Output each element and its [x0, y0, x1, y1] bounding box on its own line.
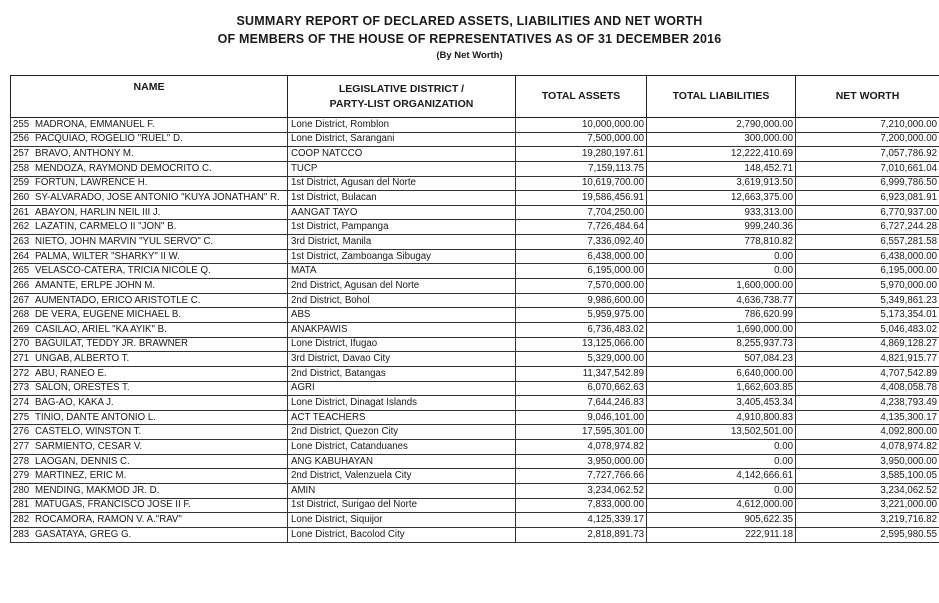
member-cell	[11, 527, 288, 542]
district-cell: COOP NATCCO	[288, 147, 516, 162]
district-cell: Lone District, Dinagat Islands	[288, 396, 516, 411]
total-liabilities-cell: 999,240.36	[647, 220, 796, 235]
table-row	[11, 235, 939, 250]
member-cell	[11, 132, 288, 147]
member-cell	[11, 513, 288, 528]
rank-number: 272	[13, 367, 30, 379]
district-cell: AMIN	[288, 484, 516, 499]
rank-number: 267	[13, 294, 30, 306]
member-name: BAG-AO, KAKA J.	[35, 396, 114, 408]
member-name: CASTELO, WINSTON T.	[35, 426, 142, 438]
district-cell: 1st District, Surigao del Norte	[288, 498, 516, 513]
net-worth-cell: 3,219,716.82	[796, 513, 939, 528]
total-assets-cell: 2,818,891.73	[516, 527, 647, 542]
district-cell: TUCP	[288, 161, 516, 176]
total-liabilities-cell: 3,405,453.34	[647, 396, 796, 411]
net-worth-cell: 2,595,980.55	[796, 527, 939, 542]
table-row	[11, 161, 939, 176]
member-name: ABAYON, HARLIN NEIL III J.	[35, 206, 161, 218]
column-header-name: NAME	[11, 76, 288, 118]
total-assets-cell: 5,329,000.00	[516, 352, 647, 367]
member-cell	[11, 396, 288, 411]
total-assets-cell: 11,347,542.89	[516, 366, 647, 381]
member-cell	[11, 205, 288, 220]
district-cell: 3rd District, Manila	[288, 235, 516, 250]
district-cell: ACT TEACHERS	[288, 410, 516, 425]
total-assets-cell: 6,736,483.02	[516, 322, 647, 337]
net-worth-cell: 4,135,300.17	[796, 410, 939, 425]
member-cell	[11, 220, 288, 235]
total-liabilities-cell: 507,084.23	[647, 352, 796, 367]
member-name: MARTINEZ, ERIC M.	[35, 470, 127, 482]
district-cell: 2nd District, Agusan del Norte	[288, 279, 516, 294]
total-liabilities-cell: 2,790,000.00	[647, 118, 796, 133]
member-name: FORTUN, LAWRENCE H.	[35, 177, 148, 189]
rank-number: 268	[13, 309, 30, 321]
district-cell: 2nd District, Quezon City	[288, 425, 516, 440]
table-row	[11, 118, 939, 133]
net-worth-cell: 5,173,354.01	[796, 308, 939, 323]
member-name: AMANTE, ERLPE JOHN M.	[35, 279, 156, 291]
total-assets-cell: 7,727,766.66	[516, 469, 647, 484]
table-row	[11, 440, 939, 455]
total-liabilities-cell: 148,452.71	[647, 161, 796, 176]
rank-number: 273	[13, 382, 30, 394]
district-cell: Lone District, Catanduanes	[288, 440, 516, 455]
member-name: MATUGAS, FRANCISCO JOSE II F.	[35, 499, 191, 511]
member-name: MENDING, MAKMOD JR. D.	[35, 484, 160, 496]
district-cell: Lone District, Bacolod City	[288, 527, 516, 542]
total-liabilities-cell: 3,619,913.50	[647, 176, 796, 191]
rank-number: 283	[13, 528, 30, 540]
member-cell	[11, 469, 288, 484]
total-liabilities-cell: 6,640,000.00	[647, 366, 796, 381]
net-worth-cell: 5,970,000.00	[796, 279, 939, 294]
total-assets-cell: 7,704,250.00	[516, 205, 647, 220]
member-name: LAOGAN, DENNIS C.	[35, 455, 130, 467]
total-assets-cell: 7,500,000.00	[516, 132, 647, 147]
table-row	[11, 454, 939, 469]
table-row	[11, 381, 939, 396]
report-title-line-1: SUMMARY REPORT OF DECLARED ASSETS, LIABILITIES AND NET WORTH	[236, 14, 703, 28]
table-row	[11, 366, 939, 381]
total-assets-cell: 4,078,974.82	[516, 440, 647, 455]
total-liabilities-cell: 12,663,375.00	[647, 191, 796, 206]
total-liabilities-cell: 4,142,666.61	[647, 469, 796, 484]
member-cell	[11, 381, 288, 396]
total-assets-cell: 7,159,113.75	[516, 161, 647, 176]
total-liabilities-cell: 1,600,000.00	[647, 279, 796, 294]
district-cell: 2nd District, Bohol	[288, 293, 516, 308]
district-cell: ABS	[288, 308, 516, 323]
net-worth-cell: 4,408,058.78	[796, 381, 939, 396]
member-cell	[11, 308, 288, 323]
table-row	[11, 410, 939, 425]
member-cell	[11, 425, 288, 440]
net-worth-cell: 4,821,915.77	[796, 352, 939, 367]
member-cell	[11, 498, 288, 513]
total-assets-cell: 19,586,456.91	[516, 191, 647, 206]
total-assets-cell: 5,959,975.00	[516, 308, 647, 323]
net-worth-cell: 3,221,000.00	[796, 498, 939, 513]
net-worth-cell: 6,770,937.00	[796, 205, 939, 220]
net-worth-cell: 4,707,542.89	[796, 366, 939, 381]
column-header-district	[288, 76, 516, 118]
table-row	[11, 264, 939, 279]
total-assets-cell: 17,595,301.00	[516, 425, 647, 440]
member-name: NIETO, JOHN MARVIN "YUL SERVO" C.	[35, 235, 214, 247]
total-liabilities-cell: 1,690,000.00	[647, 322, 796, 337]
column-header-net-worth: NET WORTH	[796, 76, 939, 118]
net-worth-table	[10, 75, 939, 543]
member-name: CASILAO, ARIEL "KA AYIK" B.	[35, 323, 167, 335]
rank-number: 256	[13, 133, 30, 145]
member-name: PALMA, WILTER "SHARKY" II W.	[35, 250, 180, 262]
net-worth-cell: 3,585,100.05	[796, 469, 939, 484]
table-row	[11, 425, 939, 440]
district-cell: AGRI	[288, 381, 516, 396]
total-assets-cell: 6,070,662.63	[516, 381, 647, 396]
member-name: MENDOZA, RAYMOND DEMOCRITO C.	[35, 162, 212, 174]
rank-number: 259	[13, 177, 30, 189]
total-assets-cell: 7,833,000.00	[516, 498, 647, 513]
total-assets-cell: 3,234,062.52	[516, 484, 647, 499]
rank-number: 255	[13, 118, 30, 130]
member-name: LAZATIN, CARMELO II "JON" B.	[35, 221, 177, 233]
table-row	[11, 484, 939, 499]
table-header-row	[11, 76, 939, 118]
total-assets-cell: 7,336,092.40	[516, 235, 647, 250]
member-name: VELASCO-CATERA, TRICIA NICOLE Q.	[35, 265, 211, 277]
net-worth-cell: 4,238,793.49	[796, 396, 939, 411]
net-worth-cell: 4,869,128.27	[796, 337, 939, 352]
table-row	[11, 337, 939, 352]
member-cell	[11, 440, 288, 455]
member-name: SY-ALVARADO, JOSE ANTONIO "KUYA JONATHAN" R.	[35, 192, 280, 204]
total-assets-cell: 6,195,000.00	[516, 264, 647, 279]
member-cell	[11, 454, 288, 469]
rank-number: 265	[13, 265, 30, 277]
table-row	[11, 220, 939, 235]
net-worth-cell: 5,349,861.23	[796, 293, 939, 308]
district-cell: Lone District, Siquijor	[288, 513, 516, 528]
total-liabilities-cell: 12,222,410.69	[647, 147, 796, 162]
table-body	[11, 118, 939, 543]
rank-number: 276	[13, 426, 30, 438]
total-liabilities-cell: 0.00	[647, 440, 796, 455]
district-cell: 1st District, Pampanga	[288, 220, 516, 235]
table-row	[11, 279, 939, 294]
rank-number: 269	[13, 323, 30, 335]
member-name: ABU, RANEO E.	[35, 367, 107, 379]
net-worth-cell: 6,999,786.50	[796, 176, 939, 191]
net-worth-cell: 3,950,000.00	[796, 454, 939, 469]
district-cell: 1st District, Agusan del Norte	[288, 176, 516, 191]
district-cell: 2nd District, Batangas	[288, 366, 516, 381]
rank-number: 258	[13, 162, 30, 174]
total-liabilities-cell: 0.00	[647, 264, 796, 279]
net-worth-cell: 7,057,786.92	[796, 147, 939, 162]
rank-number: 270	[13, 338, 30, 350]
rank-number: 275	[13, 411, 30, 423]
rank-number: 280	[13, 484, 30, 496]
member-cell	[11, 293, 288, 308]
member-cell	[11, 176, 288, 191]
member-cell	[11, 235, 288, 250]
net-worth-cell: 5,046,483.02	[796, 322, 939, 337]
total-liabilities-cell: 778,810.82	[647, 235, 796, 250]
net-worth-cell: 7,200,000.00	[796, 132, 939, 147]
total-liabilities-cell: 8,255,937.73	[647, 337, 796, 352]
total-assets-cell: 9,986,600.00	[516, 293, 647, 308]
total-assets-cell: 10,000,000.00	[516, 118, 647, 133]
rank-number: 262	[13, 221, 30, 233]
total-liabilities-cell: 0.00	[647, 454, 796, 469]
total-liabilities-cell: 786,620.99	[647, 308, 796, 323]
member-name: PACQUIAO, ROGELIO "RUEL" D.	[35, 133, 183, 145]
total-assets-cell: 6,438,000.00	[516, 249, 647, 264]
total-liabilities-cell: 300,000.00	[647, 132, 796, 147]
total-liabilities-cell: 1,662,603.85	[647, 381, 796, 396]
total-assets-cell: 10,619,700.00	[516, 176, 647, 191]
member-cell	[11, 322, 288, 337]
member-name: AUMENTADO, ERICO ARISTOTLE C.	[35, 294, 201, 306]
column-header-district-line-2: PARTY-LIST ORGANIZATION	[329, 97, 474, 110]
net-worth-cell: 6,438,000.00	[796, 249, 939, 264]
table-row	[11, 249, 939, 264]
table-row	[11, 205, 939, 220]
total-assets-cell: 7,570,000.00	[516, 279, 647, 294]
table-row	[11, 322, 939, 337]
district-cell: ANG KABUHAYAN	[288, 454, 516, 469]
member-name: UNGAB, ALBERTO T.	[35, 353, 130, 365]
rank-number: 279	[13, 470, 30, 482]
rank-number: 264	[13, 250, 30, 262]
member-cell	[11, 337, 288, 352]
table-row	[11, 469, 939, 484]
total-assets-cell: 7,644,246.83	[516, 396, 647, 411]
member-cell	[11, 410, 288, 425]
rank-number: 271	[13, 353, 30, 365]
member-name: SARMIENTO, CESAR V.	[35, 440, 143, 452]
table-row	[11, 527, 939, 542]
total-liabilities-cell: 0.00	[647, 249, 796, 264]
column-header-total-liabilities: TOTAL LIABILITIES	[647, 76, 796, 118]
total-assets-cell: 4,125,339.17	[516, 513, 647, 528]
net-worth-cell: 6,727,244.28	[796, 220, 939, 235]
rank-number: 278	[13, 455, 30, 467]
table-row	[11, 147, 939, 162]
member-name: BAGUILAT, TEDDY JR. BRAWNER	[35, 338, 189, 350]
district-cell: Lone District, Ifugao	[288, 337, 516, 352]
net-worth-cell: 4,078,974.82	[796, 440, 939, 455]
rank-number: 266	[13, 279, 30, 291]
member-name: SALON, ORESTES T.	[35, 382, 130, 394]
rank-number: 277	[13, 440, 30, 452]
total-assets-cell: 13,125,066.00	[516, 337, 647, 352]
report-subtitle: (By Net Worth)	[436, 50, 503, 61]
member-name: BRAVO, ANTHONY M.	[35, 148, 134, 160]
total-assets-cell: 19,280,197.61	[516, 147, 647, 162]
total-liabilities-cell: 933,313.00	[647, 205, 796, 220]
member-cell	[11, 147, 288, 162]
net-worth-cell: 7,010,661.04	[796, 161, 939, 176]
table-row	[11, 498, 939, 513]
total-assets-cell: 9,046,101.00	[516, 410, 647, 425]
rank-number: 261	[13, 206, 30, 218]
net-worth-cell: 7,210,000.00	[796, 118, 939, 133]
total-liabilities-cell: 905,622.35	[647, 513, 796, 528]
member-cell	[11, 161, 288, 176]
district-cell: AANGAT TAYO	[288, 205, 516, 220]
rank-number: 281	[13, 499, 30, 511]
district-cell: Lone District, Romblon	[288, 118, 516, 133]
column-header-district-line-1: LEGISLATIVE DISTRICT /	[338, 82, 465, 95]
table-row	[11, 132, 939, 147]
rank-number: 282	[13, 514, 30, 526]
total-liabilities-cell: 222,911.18	[647, 527, 796, 542]
member-name: ROCAMORA, RAMON V. A."RAV"	[35, 514, 182, 526]
member-cell	[11, 118, 288, 133]
net-worth-cell: 6,923,081.91	[796, 191, 939, 206]
district-cell: 1st District, Bulacan	[288, 191, 516, 206]
net-worth-cell: 6,557,281.58	[796, 235, 939, 250]
total-liabilities-cell: 13,502,501.00	[647, 425, 796, 440]
net-worth-cell: 6,195,000.00	[796, 264, 939, 279]
net-worth-cell: 4,092,800.00	[796, 425, 939, 440]
member-cell	[11, 279, 288, 294]
member-name: DE VERA, EUGENE MICHAEL B.	[35, 309, 182, 321]
district-cell: 3rd District, Davao City	[288, 352, 516, 367]
district-cell: ANAKPAWIS	[288, 322, 516, 337]
member-cell	[11, 352, 288, 367]
member-name: GASATAYA, GREG G.	[35, 528, 132, 540]
total-liabilities-cell: 4,910,800.83	[647, 410, 796, 425]
total-liabilities-cell: 4,636,738.77	[647, 293, 796, 308]
member-cell	[11, 366, 288, 381]
table-row	[11, 308, 939, 323]
table-row	[11, 293, 939, 308]
table-row	[11, 352, 939, 367]
report-title-line-2: OF MEMBERS OF THE HOUSE OF REPRESENTATIVES AS OF 31 DECEMBER 2016	[217, 32, 722, 46]
table-row	[11, 191, 939, 206]
rank-number: 263	[13, 235, 30, 247]
column-header-total-assets: TOTAL ASSETS	[516, 76, 647, 118]
member-cell	[11, 264, 288, 279]
rank-number: 260	[13, 192, 30, 204]
district-cell: Lone District, Sarangani	[288, 132, 516, 147]
member-name: MADRONA, EMMANUEL F.	[35, 118, 155, 130]
rank-number: 257	[13, 148, 30, 160]
district-cell: 2nd District, Valenzuela City	[288, 469, 516, 484]
district-cell: MATA	[288, 264, 516, 279]
total-assets-cell: 7,726,484.64	[516, 220, 647, 235]
member-cell	[11, 191, 288, 206]
total-liabilities-cell: 0.00	[647, 484, 796, 499]
table-row	[11, 513, 939, 528]
net-worth-cell: 3,234,062.52	[796, 484, 939, 499]
total-liabilities-cell: 4,612,000.00	[647, 498, 796, 513]
total-assets-cell: 3,950,000.00	[516, 454, 647, 469]
rank-number: 274	[13, 396, 30, 408]
member-name: TINIO, DANTE ANTONIO L.	[35, 411, 156, 423]
member-cell	[11, 249, 288, 264]
table-row	[11, 176, 939, 191]
table-row	[11, 396, 939, 411]
district-cell: 1st District, Zamboanga Sibugay	[288, 249, 516, 264]
member-cell	[11, 484, 288, 499]
